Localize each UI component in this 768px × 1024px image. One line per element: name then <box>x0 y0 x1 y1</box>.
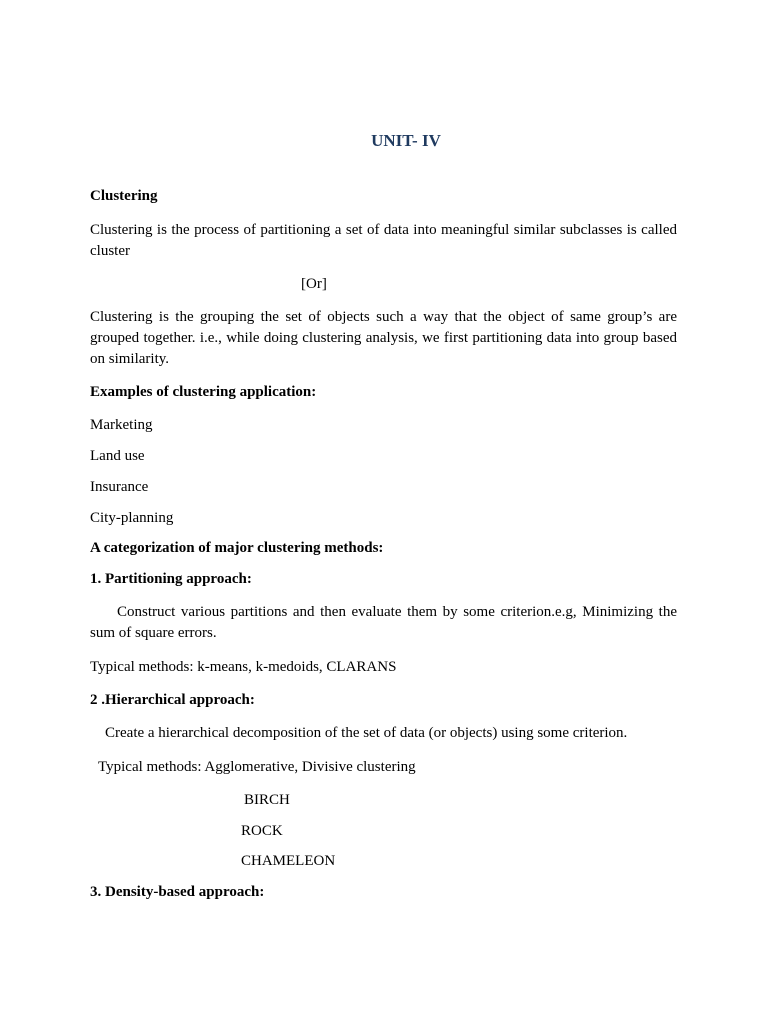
example-item-marketing: Marketing <box>90 417 153 433</box>
example-item-land-use: Land use <box>90 448 145 464</box>
definition-paragraph-1: Clustering is the process of partitioning a set of data into meaningful similar subclasses is called cluster <box>90 222 677 259</box>
hierarchical-description: Create a hierarchical decomposition of the set of data (or objects) using some criterion. <box>105 725 628 741</box>
page-title: UNIT- IV <box>371 131 441 150</box>
density-heading: 3. Density-based approach: <box>90 884 265 900</box>
partitioning-description: Construct various partitions and then evaluate them by some criterion.e.g, Minimizing the sum of square errors. <box>90 604 677 641</box>
or-separator: [Or] <box>301 276 327 292</box>
heading-clustering: Clustering <box>90 188 158 204</box>
hierarchical-heading: 2 .Hierarchical approach: <box>90 692 255 708</box>
definition-paragraph-2: Clustering is the grouping the set of objects such a way that the object of same group’s are grouped together. i.e., while doing clustering analysis, we first partitioning data into group based on similarity. <box>90 309 677 367</box>
method-birch: BIRCH <box>244 792 290 808</box>
examples-heading: Examples of clustering application: <box>90 384 317 400</box>
hierarchical-typical-methods: Typical methods: Agglomerative, Divisive clustering <box>98 759 416 775</box>
example-item-insurance: Insurance <box>90 479 149 495</box>
method-chameleon: CHAMELEON <box>241 853 336 869</box>
method-rock: ROCK <box>241 823 283 839</box>
partitioning-heading: 1. Partitioning approach: <box>90 571 252 587</box>
categorization-heading: A categorization of major clustering methods: <box>90 540 384 556</box>
partitioning-typical-methods: Typical methods: k-means, k-medoids, CLARANS <box>90 659 397 675</box>
example-item-city-planning: City-planning <box>90 510 174 526</box>
